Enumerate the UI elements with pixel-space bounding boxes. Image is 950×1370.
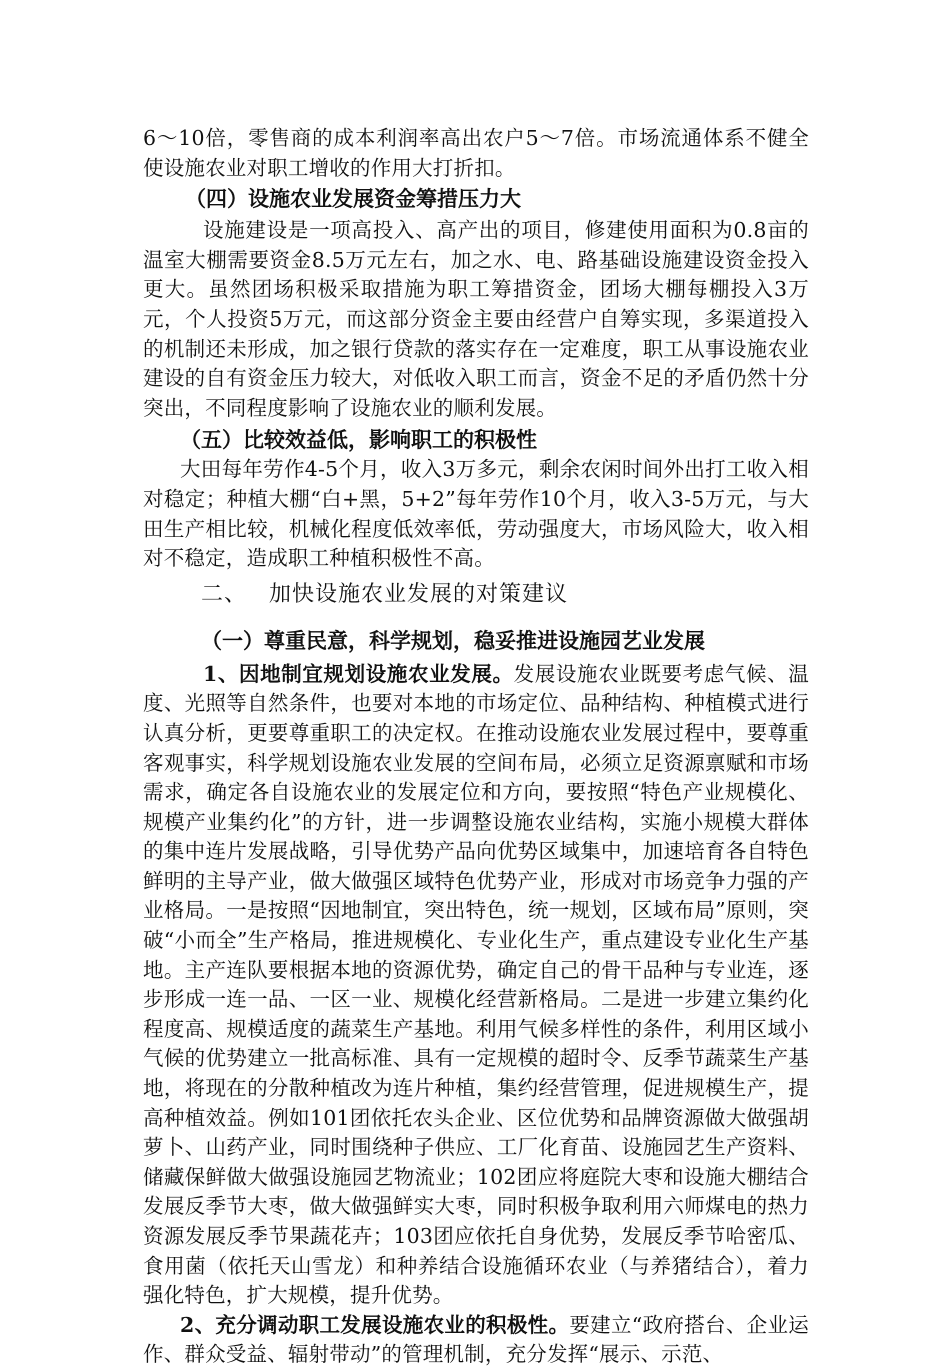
item-1-body: 发展设施农业既要考虑气候、温度、光照等自然条件，也要对本地的市场定位、品种结构、种植模式进行认真分析，更要尊重职工的决定权。在推动设施农业发展过程中，要尊重客观事实，科学规划设施农业发展的空间布局，必须立足资源禀赋和市场需求，确定各自设施农业的发展定位和方向，要按照“特色产业规模化、规模产业集约化”的方针，进一步调整设施农业结构，实施小规模大群体的集中连片发展战略，引导优势产品向优势区域集中，加速培育各自特色鲜明的主导产业，做大做强区域特色优势产业，形成对市场竞争力强的产业格局。一是按照“因地制宜，突出特色，统一规划，区域布局”原则，突破“小而全”生产格局，推进规模化、专业化生产，重点建设专业化生产基地。主产连队要根据本地的资源优势，确定自己的骨干品种与专业连，逐步形成一连一品、一区一业、规模化经营新格局。二是进一步建立集约化程度高、规模适度的蔬菜生产基地。利用气候多样性的条件，利用区域小气候的优势建立一批高标准、具有一定规模的超时令、反季节蔬菜生产基地，将现在的分散种植改为连片种植，集约经营管理，促进规模生产，提高种植效益。例如101团依托农头企业、区位优势和品牌资源做大做强胡萝卜、山药产业，同时围绕种子供应、工厂化育苗、设施园艺生产资料、储藏保鲜做大做强设施园艺物流业；102团应将庭院大枣和设施大棚结合发展反季节大枣，做大做强鲜实大枣，同时积极争取利用六师煤电的热力资源发展反季节果蔬花卉；103团应依托自身优势，发展反季节哈密瓜、食用菌（依托天山雪龙）和种养结合设施循环农业（与养猪结合），着力强化特色，扩大规模，提升优势。 [143,661,809,1308]
section-heading-4: （四）设施农业发展资金筹措压力大 [185,186,521,212]
item-2-body: 要建立“政府搭台、企业运作、群众受益、辐射带动”的管理机制，充分发挥“展示、示范、 [143,1312,809,1367]
document-body [143,124,809,1370]
chapter-title: 加快设施农业发展的对策建议 [269,581,569,607]
chapter-number: 二、 [201,581,248,607]
subsection-heading-1: （一）尊重民意，科学规划，稳妥推进设施园艺业发展 [201,627,705,653]
paragraph-item-2 [143,1311,809,1370]
item-1-lead: 1、因地制宜规划设施农业发展。 [203,661,514,686]
paragraph-item-1 [143,660,809,1311]
chapter-heading-2 [143,580,809,610]
section-heading-5: （五）比较效益低，影响职工的积极性 [180,427,537,453]
item-2-lead: 2、充分调动职工发展设施农业的积极性。 [180,1312,570,1337]
paragraph-continuation: 6～10倍，零售商的成本利润率高出农户5～7倍。市场流通体系不健全使设施农业对职工增收的作用大打折扣。 [143,126,809,180]
paragraph-funding: 设施建设是一项高投入、高产出的项目，修建使用面积为0.8亩的温室大棚需要资金8.5万元左右，加之水、电、路基础设施建设资金投入更大。虽然团场积极采取措施为职工筹措资金，团场大棚每棚投入3万元，个人投资5万元，而这部分资金主要由经营户自筹实现，多渠道投入的机制还未形成，加之银行贷款的落实存在一定难度，职工从事设施农业建设的自有资金压力较大，对低收入职工而言，资金不足的矛盾仍然十分突出，不同程度影响了设施农业的顺利发展。 [143,218,809,420]
paragraph-benefit: 大田每年劳作4-5个月，收入3万多元，剩余农闲时间外出打工收入相对稳定；种植大棚“白+黑，5+2”每年劳作10个月，收入3-5万元，与大田生产相比较，机械化程度低效率低，劳动强度大，市场风险大，收入相对不稳定，造成职工种植积极性不高。 [143,457,809,571]
